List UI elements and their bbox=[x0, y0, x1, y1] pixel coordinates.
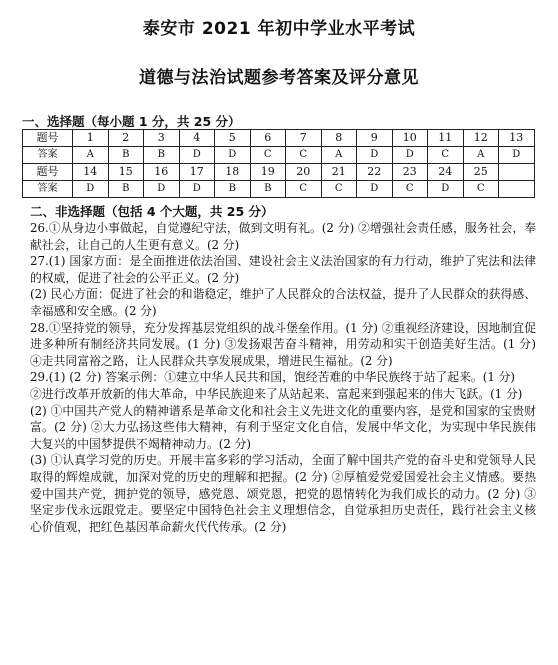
table-cell: 24 bbox=[428, 164, 464, 181]
table-cell: 4 bbox=[179, 130, 215, 147]
answer-paragraph: 27.(1) 国家方面：是全面推进依法治国、建设社会主义法治国家的有力行动，维护了宪法和法律的权威，促进了社会的公平正义。(2 分) bbox=[30, 254, 536, 285]
table-cell: C bbox=[286, 147, 322, 164]
table-cell: 14 bbox=[73, 164, 109, 181]
table-cell: 17 bbox=[179, 164, 215, 181]
table-cell: 20 bbox=[286, 164, 322, 181]
table-cell: C bbox=[321, 181, 357, 198]
table-cell: 7 bbox=[286, 130, 322, 147]
table-cell: D bbox=[499, 147, 535, 164]
question-number-row bbox=[23, 130, 535, 147]
table-cell: 1 bbox=[73, 130, 109, 147]
table-cell: C bbox=[392, 181, 428, 198]
table-cell: D bbox=[357, 181, 393, 198]
table-cell: 5 bbox=[215, 130, 251, 147]
table-cell: A bbox=[73, 147, 109, 164]
table-cell: D bbox=[144, 181, 180, 198]
answer-paragraph: (2) 民心方面：促进了社会的和谐稳定，维护了人民群众的合法权益，提升了人民群众的获得感、幸福感和安全感。(2 分) bbox=[30, 287, 536, 318]
table-cell: D bbox=[392, 147, 428, 164]
question-number-row bbox=[23, 164, 535, 181]
table-cell: A bbox=[463, 147, 499, 164]
table-cell: B bbox=[144, 147, 180, 164]
table-cell: 10 bbox=[392, 130, 428, 147]
row-header-cell: 答案 bbox=[23, 181, 73, 198]
answer-table bbox=[22, 129, 535, 198]
table-cell: D bbox=[215, 147, 251, 164]
table-cell: C bbox=[286, 181, 322, 198]
row-header-cell: 题号 bbox=[23, 130, 73, 147]
table-cell: 21 bbox=[321, 164, 357, 181]
table-cell: B bbox=[108, 147, 144, 164]
table-cell: 12 bbox=[463, 130, 499, 147]
table-cell: B bbox=[108, 181, 144, 198]
table-cell: 23 bbox=[392, 164, 428, 181]
answer-paragraph: 28.①坚持党的领导，充分发挥基层党组织的战斗堡垒作用。(1 分) ②重视经济建设，因地制宜促进多种所有制经济共同发展。(1 分) ③发扬艰苦奋斗精神，用劳动和实干创造美好生活。(1 分) ④走共同富裕之路，让人民群众共享发展成果，增进民生福祉。(2 分) bbox=[30, 320, 536, 368]
table-cell: 9 bbox=[357, 130, 393, 147]
table-cell: 13 bbox=[499, 130, 535, 147]
table-cell: 15 bbox=[108, 164, 144, 181]
table-cell: 19 bbox=[250, 164, 286, 181]
table-cell: 25 bbox=[463, 164, 499, 181]
section1-heading: 一、选择题（每小题 1 分，共 25 分） bbox=[22, 114, 241, 129]
table-cell: B bbox=[215, 181, 251, 198]
table-cell: C bbox=[463, 181, 499, 198]
table-cell bbox=[499, 164, 535, 181]
document-subtitle: 道德与法治试题参考答案及评分意见 bbox=[139, 68, 419, 88]
exam-title: 泰安市 2021 年初中学业水平考试 bbox=[142, 19, 416, 39]
answer-paragraph: 29.(1) (2 分) 答案示例：①建立中华人民共和国，饱经苦难的中华民族终于站了起来。(1 分) bbox=[30, 370, 515, 385]
answer-paragraph: (2) ①中国共产党人的精神谱系是革命文化和社会主义先进文化的重要内容，是党和国家的宝贵财富。(2 分) ②大力弘扬这些伟大精神，有利于坚定文化自信，发展中华文化，为实现中华民族伟大复兴的中国梦提供不竭精神动力。(2 分) bbox=[30, 403, 536, 451]
table-cell: 18 bbox=[215, 164, 251, 181]
table-cell: D bbox=[179, 147, 215, 164]
answer-paragraph: (3) ①认真学习党的历史。开展丰富多彩的学习活动，全面了解中国共产党的奋斗史和党领导人民取得的辉煌成就，加深对党的历史的理解和把握。(2 分) ②厚植爱党爱国爱社会主义情感。要热爱中国共产党，拥护党的领导，感党恩、颂党恩，把党的恩情转化为我们成长的动力。(2 分) ③坚定步伐永远跟党走。要坚定中国特色社会主义理想信念，自觉承担历史责任，践行社会主义核心价值观，把红色基因革命薪火代代传承。(2 分) bbox=[30, 453, 536, 534]
table-cell: 16 bbox=[144, 164, 180, 181]
row-header-cell: 答案 bbox=[23, 147, 73, 164]
table-cell: 22 bbox=[357, 164, 393, 181]
answer-row bbox=[23, 181, 535, 198]
table-cell: C bbox=[428, 147, 464, 164]
answer-row bbox=[23, 147, 535, 164]
table-cell: 2 bbox=[108, 130, 144, 147]
table-cell: D bbox=[428, 181, 464, 198]
table-cell: 11 bbox=[428, 130, 464, 147]
answer-body bbox=[30, 220, 536, 535]
table-cell: D bbox=[179, 181, 215, 198]
row-header-cell: 题号 bbox=[23, 164, 73, 181]
answer-paragraph: ②进行改革开放新的伟大革命，中华民族迎来了从站起来、富起来到强起来的伟大飞跃。(1 分) bbox=[30, 386, 523, 401]
section2-heading: 二、非选择题（包括 4 个大题，共 25 分） bbox=[30, 204, 274, 219]
table-cell: 8 bbox=[321, 130, 357, 147]
table-cell bbox=[499, 181, 535, 198]
table-cell: 6 bbox=[250, 130, 286, 147]
table-cell: B bbox=[250, 181, 286, 198]
table-cell: A bbox=[321, 147, 357, 164]
table-cell: D bbox=[73, 181, 109, 198]
table-cell: D bbox=[357, 147, 393, 164]
table-cell: C bbox=[250, 147, 286, 164]
answer-paragraph: 26.①从身边小事做起，自觉遵纪守法，做到文明有礼。(2 分) ②增强社会责任感，服务社会，奉献社会，让自己的人生更有意义。(2 分) bbox=[30, 221, 536, 252]
table-cell: 3 bbox=[144, 130, 180, 147]
